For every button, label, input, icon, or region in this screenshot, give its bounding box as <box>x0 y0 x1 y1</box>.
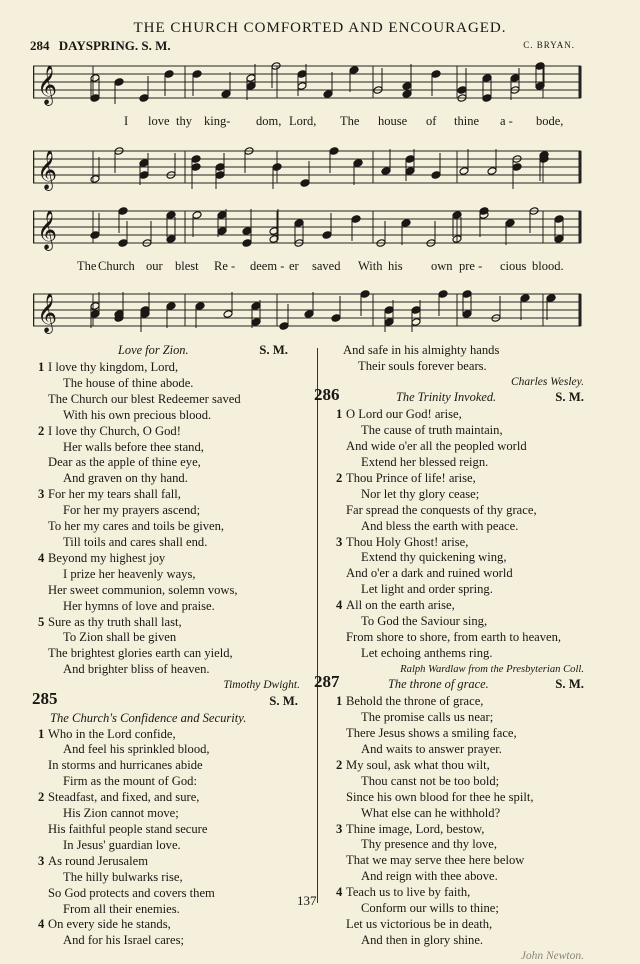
svg-text:𝄞: 𝄞 <box>37 210 58 250</box>
verse-text: Her walls before thee stand, <box>63 439 204 454</box>
page-header: THE CHURCH COMFORTED AND ENCOURAGED. <box>133 20 507 36</box>
verse-line <box>38 583 300 599</box>
verse-text: Her hymns of love and praise. <box>63 598 215 613</box>
lyric-syllable: king- <box>204 114 231 128</box>
verse-text: And then in glory shine. <box>361 932 484 947</box>
verse-line <box>38 503 300 519</box>
verse-text: Thine image, Lord, bestow, <box>346 821 485 836</box>
verse-text: O Lord our God! arise, <box>346 407 462 422</box>
verse-line <box>336 646 584 662</box>
verse-text: So God protects and covers them <box>48 885 215 900</box>
lyric-syllable: blest <box>175 259 199 273</box>
verse-line <box>336 901 584 917</box>
hymn-286-verses <box>336 407 584 662</box>
verse-text: Beyond my highest joy <box>48 550 166 565</box>
hymn-286-number: 286 <box>314 385 340 405</box>
verse-text: My soul, ask what thou wilt, <box>346 757 490 772</box>
verse-text: Thou Holy Ghost! arise, <box>346 534 469 549</box>
lyric-syllable: of <box>426 114 437 128</box>
verse-line <box>38 630 300 646</box>
lyric-syllable: With <box>358 259 383 273</box>
verse-line <box>38 599 300 615</box>
verse-number: 2 <box>336 757 343 772</box>
verse-text: From shore to shore, from earth to heaven, <box>346 630 562 644</box>
lyric-syllable: our <box>146 259 163 273</box>
verse-text: And for his Israel cares; <box>63 933 184 948</box>
verse-text: Let us victorious be in death, <box>346 917 493 931</box>
verse-text: And feel his sprinkled blood, <box>63 742 210 757</box>
music-staff-2 <box>33 145 583 195</box>
verse-text: Firm as the mount of God: <box>63 774 197 789</box>
verse-text: In storms and hurricanes abide <box>48 758 203 773</box>
lyric-syllable: er <box>289 259 299 273</box>
verse-line <box>38 838 300 854</box>
left-column <box>32 343 300 949</box>
verse-line <box>336 598 584 614</box>
hymn-284-verses <box>38 360 300 678</box>
verse-line <box>38 408 300 424</box>
hymn-285-meter: S. M. <box>269 693 298 708</box>
verse-line <box>336 885 584 901</box>
verse-line <box>336 853 584 869</box>
verse-line <box>336 550 584 566</box>
verse-text: For her my prayers ascend; <box>63 503 201 518</box>
verse-line <box>336 487 584 503</box>
hymn-285-title: The Church's Confidence and Security. <box>50 710 247 725</box>
right-column <box>314 343 584 964</box>
verse-line <box>336 790 584 806</box>
verse-line <box>38 455 300 471</box>
verse-line <box>38 854 300 870</box>
verse-text: On every side he stands, <box>48 917 171 932</box>
verse-text: And graven on thy hand. <box>63 471 188 486</box>
verse-line <box>38 567 300 583</box>
verse-line <box>38 519 300 535</box>
verse-text: From all their enemies. <box>63 901 180 916</box>
hymn-284-heading <box>38 343 300 360</box>
tune-header <box>30 38 575 54</box>
verse-text: Till toils and cares shall end. <box>63 534 208 549</box>
verse-number: 2 <box>336 470 343 485</box>
verse-line <box>336 917 584 933</box>
verse-text: Extend her blessed reign. <box>361 455 489 470</box>
lyric-syllable: house <box>378 114 408 128</box>
music-staff-3 <box>33 205 583 255</box>
verse-line <box>336 582 584 598</box>
verse-number: 3 <box>336 534 343 549</box>
music-staff-1 <box>33 60 583 110</box>
verse-number: 3 <box>38 853 45 868</box>
verse-line <box>336 869 584 885</box>
verse-line <box>336 837 584 853</box>
lyric-syllable: pre - <box>459 259 483 273</box>
verse-line <box>336 933 584 949</box>
verse-text: Thou Prince of life! arise, <box>346 470 476 485</box>
verse-text: Conform our wills to thine; <box>361 901 499 916</box>
hymn-287-title: The throne of grace. <box>388 677 489 692</box>
verse-number: 1 <box>336 407 343 422</box>
verse-number: 1 <box>38 726 45 741</box>
verse-line <box>38 535 300 551</box>
verse-line <box>336 710 584 726</box>
verse-line <box>336 774 584 790</box>
verse-text: Sure as thy truth shall last, <box>48 614 182 629</box>
hymn-284-title: Love for Zion. <box>118 343 189 357</box>
verse-text: And o'er a dark and ruined world <box>346 566 513 581</box>
lyric-syllable: I <box>124 114 129 128</box>
verse-text: The brightest glories earth can yield, <box>48 646 233 661</box>
lyric-syllable: his <box>388 259 403 273</box>
verse-text: There Jesus shows a smiling face, <box>346 726 517 741</box>
verse-text: I prize her heavenly ways, <box>63 566 196 581</box>
verse-text: What else can he withhold? <box>361 805 501 820</box>
hymn-285-verses <box>38 727 300 950</box>
hymn-287-author: John Newton. <box>520 949 584 962</box>
hymn-284-meter: S. M. <box>259 343 288 357</box>
verse-line <box>336 694 584 710</box>
verse-line <box>38 774 300 790</box>
verse-text: Since his own blood for thee he spilt, <box>346 789 534 804</box>
verse-line <box>336 630 584 646</box>
verse-text: And brighter bliss of heaven. <box>63 662 210 677</box>
svg-text:𝄞: 𝄞 <box>37 65 58 105</box>
lyric-syllable: bode, <box>536 114 564 128</box>
tune-number: 284 <box>30 38 50 53</box>
lyric-syllable: thy <box>176 114 192 128</box>
verse-line <box>38 758 300 774</box>
verse-text: Steadfast, and fixed, and sure, <box>48 790 200 805</box>
verse-number: 3 <box>38 487 45 502</box>
verse-number: 4 <box>38 917 45 932</box>
verse-line <box>38 727 300 743</box>
continued-line: Their souls forever bears. <box>358 358 487 373</box>
verse-text: Her sweet communion, solemn vows, <box>48 582 238 597</box>
hymn-286-meter: S. M. <box>555 390 584 405</box>
verse-line <box>336 471 584 487</box>
verse-number: 1 <box>336 694 343 709</box>
verse-text: Far spread the conquests of thy grace, <box>346 502 537 517</box>
verse-text: In Jesus' guardian love. <box>63 837 181 852</box>
lyric-syllable: Lord, <box>289 114 317 128</box>
verse-line <box>38 440 300 456</box>
hymn-285-number: 285 <box>32 688 58 708</box>
music-staff-4 <box>33 288 583 338</box>
verse-line <box>38 360 300 376</box>
hymn-286-author: Ralph Wardlaw from the Presbyterian Coll. <box>400 663 584 675</box>
verse-line <box>38 933 300 949</box>
verse-line <box>38 822 300 838</box>
verse-text: Teach us to live by faith, <box>346 885 471 900</box>
lyric-syllable: a - <box>500 114 513 128</box>
verse-text: Dear as the apple of thine eye, <box>48 455 201 470</box>
lyric-syllable: The <box>77 259 97 273</box>
verse-text: Thy presence and thy love, <box>361 837 498 852</box>
column-divider <box>317 348 318 903</box>
verse-text: To Zion shall be given <box>63 630 177 645</box>
verse-text: The Church our blest Redeemer saved <box>48 391 241 406</box>
verse-line <box>336 503 584 519</box>
lyric-syllable: own <box>431 259 453 273</box>
lyric-syllable: blood. <box>532 259 564 273</box>
verse-text: The promise calls us near; <box>361 710 494 725</box>
verse-line <box>336 822 584 838</box>
verse-text: I love thy kingdom, Lord, <box>48 360 179 374</box>
verse-number: 1 <box>38 360 45 374</box>
verse-line <box>336 407 584 423</box>
lyric-syllable: cious <box>500 259 527 273</box>
hymn-284-author: Timothy Dwight. <box>223 679 300 692</box>
verse-line <box>336 455 584 471</box>
verse-line <box>38 424 300 440</box>
lyric-syllable: dom, <box>256 114 282 128</box>
verse-line <box>336 566 584 582</box>
lyric-syllable: saved <box>312 259 341 273</box>
verse-text: As round Jerusalem <box>48 853 149 868</box>
hymn-286-heading <box>314 385 584 407</box>
verse-text: The cause of truth maintain, <box>361 423 503 438</box>
verse-line <box>336 535 584 551</box>
verse-line <box>336 519 584 535</box>
verse-number: 4 <box>336 598 343 613</box>
verse-number: 2 <box>38 423 45 438</box>
verse-line <box>38 902 300 918</box>
verse-line <box>336 614 584 630</box>
verse-line <box>336 806 584 822</box>
verse-text: And reign with thee above. <box>361 869 498 884</box>
verse-line <box>38 870 300 886</box>
tune-name: DAYSPRING. S. M. <box>58 38 171 53</box>
verse-line <box>38 392 300 408</box>
verse-line <box>38 487 300 503</box>
verse-text: Who in the Lord confide, <box>48 726 176 741</box>
verse-line <box>336 423 584 439</box>
verse-line <box>38 646 300 662</box>
verse-text: The hilly bulwarks rise, <box>63 869 183 884</box>
verse-line <box>38 551 300 567</box>
lyric-syllable: love <box>148 114 170 128</box>
tune-composer: C. BRYAN. <box>523 40 575 50</box>
verse-text: His faithful people stand secure <box>48 821 208 836</box>
verse-number: 4 <box>38 550 45 565</box>
lyric-syllable: thine <box>454 114 479 128</box>
continued-line: And safe in his almighty hands <box>343 343 500 357</box>
verse-text: Extend thy quickening wing, <box>361 550 507 565</box>
lyric-syllable: Re - <box>214 259 236 273</box>
verse-line <box>336 726 584 742</box>
verse-text: For her my tears shall fall, <box>48 487 181 502</box>
verse-text: All on the earth arise, <box>346 598 455 613</box>
verse-text: The house of thine abode. <box>63 375 194 390</box>
verse-line <box>336 439 584 455</box>
verse-number: 4 <box>336 885 343 900</box>
verse-text: I love thy Church, O God! <box>48 423 181 438</box>
verse-line <box>336 758 584 774</box>
verse-text: And wide o'er all the peopled world <box>346 439 527 454</box>
verse-number: 5 <box>38 614 45 629</box>
hymn-287-meter: S. M. <box>555 677 584 692</box>
verse-text: And waits to answer prayer. <box>361 742 502 757</box>
hymn-286-title: The Trinity Invoked. <box>396 390 497 405</box>
verse-number: 3 <box>336 821 343 836</box>
verse-text: That we may serve thee here below <box>346 853 525 868</box>
verse-text: To her my cares and toils be given, <box>48 519 225 534</box>
page-number: 137 <box>297 893 317 908</box>
verse-line <box>38 917 300 933</box>
continued-author: Charles Wesley. <box>510 375 584 388</box>
verse-text: Let light and order spring. <box>361 582 493 597</box>
verse-text: With his own precious blood. <box>63 407 212 422</box>
verse-text: Nor let thy glory cease; <box>361 486 480 501</box>
lyric-syllable: deem - <box>250 259 285 273</box>
hymn-287-verses <box>336 694 584 949</box>
hymn-285-heading <box>32 688 300 711</box>
verse-line <box>38 886 300 902</box>
verse-text: Let echoing anthems ring. <box>361 645 493 660</box>
hymn-287-heading <box>314 672 584 694</box>
lyric-syllable: Church <box>98 259 135 273</box>
verse-line <box>38 806 300 822</box>
verse-line <box>38 471 300 487</box>
verse-line <box>38 742 300 758</box>
verse-line <box>38 615 300 631</box>
svg-text:𝄞: 𝄞 <box>37 150 58 190</box>
verse-text: Behold the throne of grace, <box>346 694 484 709</box>
verse-line <box>38 790 300 806</box>
verse-line <box>336 742 584 758</box>
svg-text:𝄞: 𝄞 <box>37 293 58 333</box>
verse-number: 2 <box>38 790 45 805</box>
lyric-syllable: The <box>340 114 360 128</box>
verse-text: His Zion cannot move; <box>63 806 179 821</box>
verse-line <box>38 662 300 678</box>
verse-line <box>38 376 300 392</box>
verse-text: And bless the earth with peace. <box>361 518 519 533</box>
verse-text: Thou canst not be too bold; <box>361 773 500 788</box>
verse-text: To God the Saviour sing, <box>361 614 488 629</box>
hymn-287-number: 287 <box>314 672 340 692</box>
